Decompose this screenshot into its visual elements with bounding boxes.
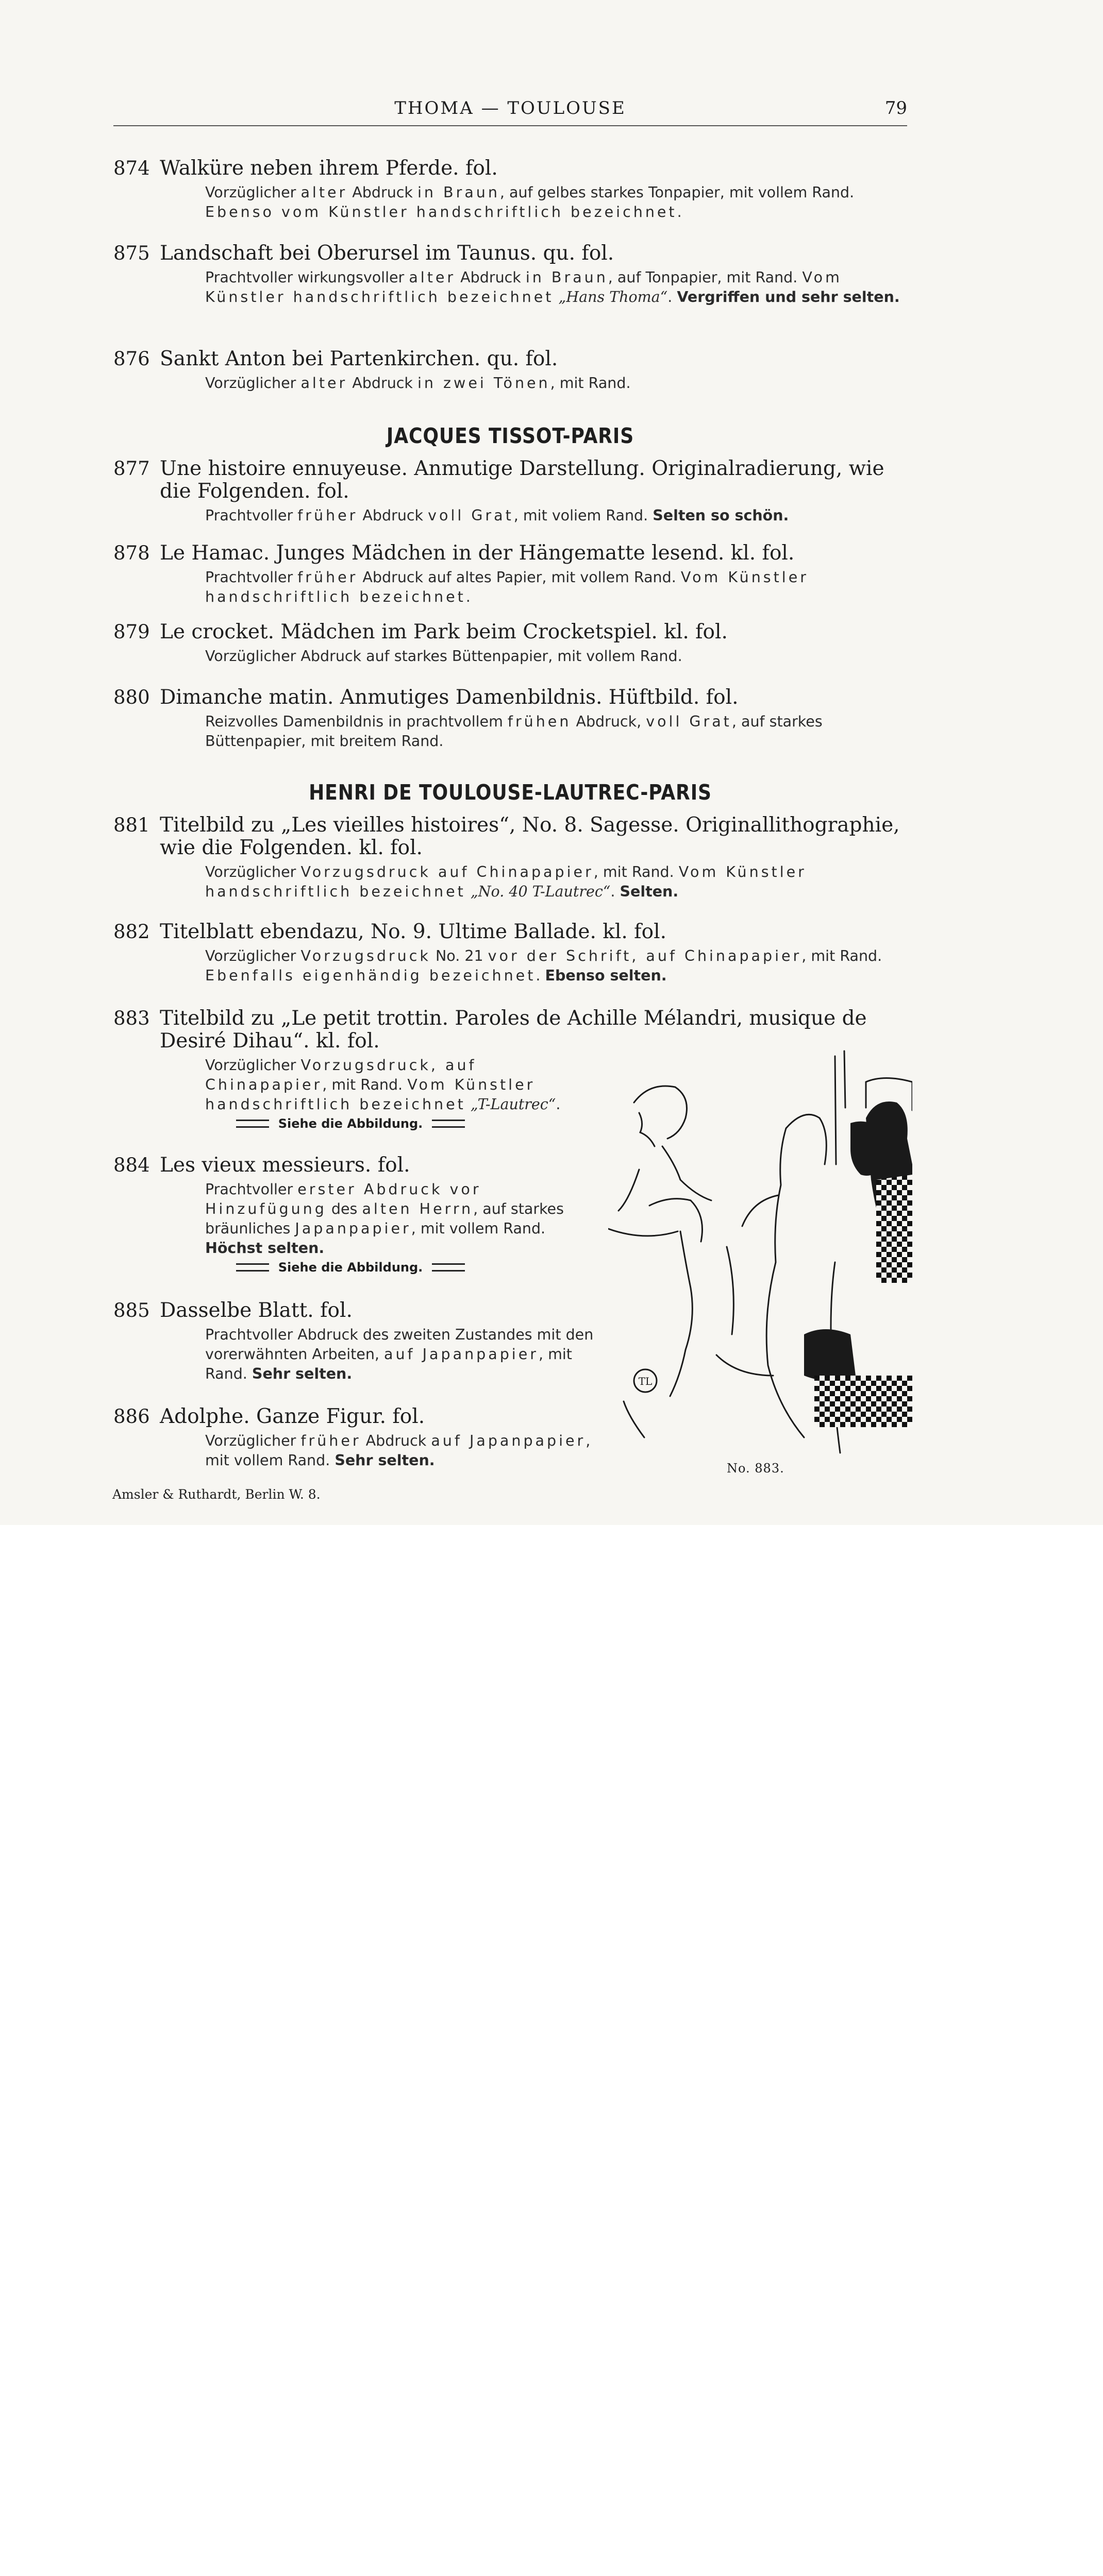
printer-imprint: Amsler & Ruthardt, Berlin W. 8. bbox=[112, 1487, 321, 1502]
lot-description: Reizvolles Damenbildnis in prachtvollem frühen Abdruck, voll Grat, auf starkes Büttenpapier, mit breitem Rand. bbox=[205, 713, 823, 750]
catalog-entry-880 bbox=[113, 686, 907, 751]
lot-title: Landschaft bei Oberursel im Taunus. qu. fol. bbox=[160, 242, 614, 265]
lot-description: Vorzüglicher Vorzugsdruck, auf Chinapapier, mit Rand. Vom Künstler handschriftlich bezeichnet „T-Lautrec“. bbox=[205, 1057, 561, 1113]
figure-caption: No. 883. bbox=[727, 1461, 784, 1476]
lot-description: Vorzüglicher früher Abdruck auf Japanpapier, mit vollem Rand. Sehr selten. bbox=[205, 1432, 591, 1469]
lot-number: 886 bbox=[113, 1405, 150, 1428]
lot-number: 885 bbox=[113, 1299, 150, 1321]
lot-title: Une histoire ennuyeuse. Anmutige Darstellung. Originalradierung, wie die Folgenden. fol. bbox=[160, 457, 884, 503]
lot-title: Dasselbe Blatt. fol. bbox=[160, 1299, 353, 1322]
lot-description: Prachtvoller wirkungsvoller alter Abdruck in Braun, auf Tonpapier, mit Rand. Vom Künstler handschriftlich bezeichnet „Hans Thoma“. Vergriffen und sehr selten. bbox=[205, 269, 900, 306]
digitization-footer bbox=[0, 1525, 1103, 1700]
catalog-entry-881 bbox=[113, 814, 907, 902]
running-title: THOMA — TOULOUSE bbox=[394, 98, 626, 118]
lot-number: 876 bbox=[113, 348, 150, 370]
lot-description: Vorzüglicher Abdruck auf starkes Büttenpapier, mit vollem Rand. bbox=[205, 648, 682, 665]
lot-title: Les vieux messieurs. fol. bbox=[160, 1154, 410, 1177]
lot-title: Le Hamac. Junges Mädchen in der Hängematte lesend. kl. fol. bbox=[160, 541, 795, 565]
double-rule bbox=[432, 1263, 465, 1272]
page-number: 79 bbox=[884, 98, 907, 118]
lot-number: 879 bbox=[113, 621, 150, 643]
catalog-entry-877 bbox=[113, 457, 907, 526]
lot-number: 883 bbox=[113, 1007, 150, 1029]
lot-number: 878 bbox=[113, 542, 150, 564]
lot-title: Le crocket. Mädchen im Park beim Crocketspiel. kl. fol. bbox=[160, 620, 728, 643]
catalog-entry-878 bbox=[113, 542, 907, 607]
figure-reference: Siehe die Abbildung. bbox=[216, 1260, 484, 1275]
lot-number: 884 bbox=[113, 1154, 150, 1176]
lot-title: Dimanche matin. Anmutiges Damenbildnis. Hüftbild. fol. bbox=[160, 686, 739, 709]
lot-title: Titelbild zu „Le petit trottin. Paroles de Achille Mélandri, musique de Desiré Dihau“. kl. fol. bbox=[160, 1007, 867, 1053]
lot-description: Vorzüglicher alter Abdruck in zwei Tönen, mit Rand. bbox=[205, 375, 631, 392]
catalog-entry-876 bbox=[113, 348, 907, 393]
lot-description: Vorzüglicher Vorzugsdruck auf Chinapapier, mit Rand. Vom Künstler handschriftlich bezeichnet „No. 40 T-Lautrec“. Selten. bbox=[205, 863, 807, 900]
double-rule bbox=[236, 1263, 269, 1272]
double-rule bbox=[236, 1120, 269, 1128]
lot-description: Prachtvoller früher Abdruck auf altes Papier, mit vollem Rand. Vom Künstler handschriftlich bezeichnet. bbox=[205, 569, 809, 605]
lot-description: Prachtvoller Abdruck des zweiten Zustandes mit den vorerwähnten Arbeiten, auf Japanpapier, mit Rand. Sehr selten. bbox=[205, 1326, 594, 1382]
catalog-entry-875 bbox=[113, 242, 907, 307]
figure-reference: Siehe die Abbildung. bbox=[216, 1116, 484, 1131]
lot-description: Prachtvoller früher Abdruck voll Grat, mit voliem Rand. Selten so schön. bbox=[205, 507, 789, 524]
lot-number: 880 bbox=[113, 686, 150, 708]
lot-description: Prachtvoller erster Abdruck vor Hinzufügung des alten Herrn, auf starkes bräunliches Japanpapier, mit vollem Rand. Höchst selten. bbox=[205, 1181, 564, 1257]
running-header bbox=[113, 98, 907, 121]
lot-title: Titelblatt ebendazu, No. 9. Ultime Ballade. kl. fol. bbox=[160, 920, 666, 943]
lot-title: Adolphe. Ganze Figur. fol. bbox=[160, 1405, 425, 1428]
lot-number: 881 bbox=[113, 814, 150, 836]
double-rule bbox=[432, 1120, 465, 1128]
lot-number: 874 bbox=[113, 157, 150, 179]
catalog-entry-882 bbox=[113, 921, 907, 986]
lot-description: Vorzüglicher Vorzugsdruck No. 21 vor der Schrift, auf Chinapapier, mit Rand. Ebenfalls eigenhändig bezeichnet. Ebenso selten. bbox=[205, 947, 882, 984]
lot-number: 882 bbox=[113, 921, 150, 943]
lot-number: 875 bbox=[113, 242, 150, 264]
header-rule bbox=[113, 125, 907, 126]
lithograph-illustration bbox=[608, 1046, 912, 1458]
section-heading-lautrec: HENRI DE TOULOUSE-LAUTREC-PARIS bbox=[309, 780, 712, 805]
lot-number: 877 bbox=[113, 457, 150, 480]
lot-title: Titelbild zu „Les vieilles histoires“, No. 8. Sagesse. Originallithographie, wie die Folgenden. kl. fol. bbox=[160, 814, 900, 859]
lot-title: Sankt Anton bei Partenkirchen. qu. fol. bbox=[160, 347, 558, 370]
section-heading-tissot: JACQUES TISSOT-PARIS bbox=[386, 423, 634, 448]
catalog-entry-879 bbox=[113, 621, 907, 666]
catalog-entry-874 bbox=[113, 157, 907, 222]
lot-title: Walküre neben ihrem Pferde. fol. bbox=[160, 157, 498, 180]
lot-description: Vorzüglicher alter Abdruck in Braun, auf gelbes starkes Tonpapier, mit vollem Rand. Ebenso vom Künstler handschriftlich bezeichnet. bbox=[205, 184, 855, 221]
monogram-letters: TL bbox=[638, 1375, 653, 1387]
